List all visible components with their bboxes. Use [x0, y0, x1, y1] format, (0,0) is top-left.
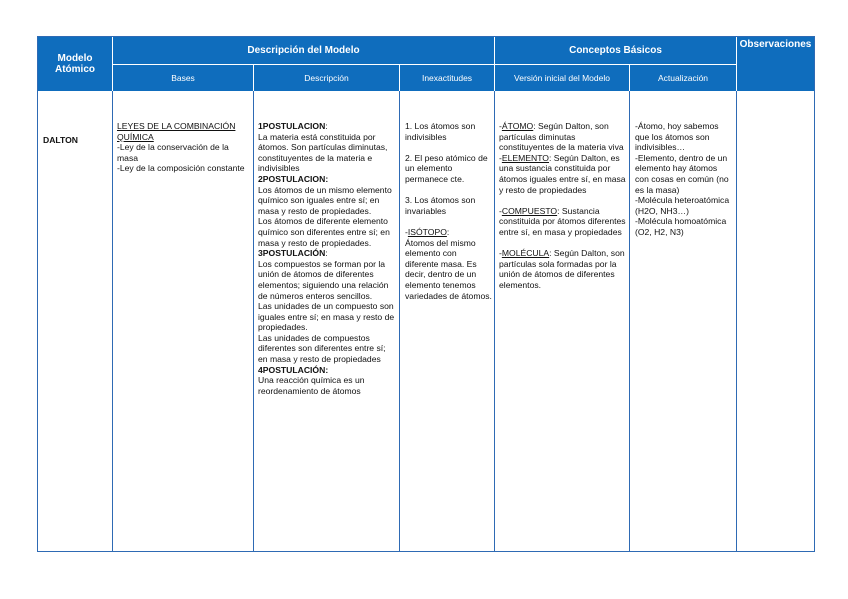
- postulate-2-title: 2POSTULACION:: [258, 173, 329, 184]
- isotopo-colon: :: [446, 226, 450, 237]
- actualizacion-item: -Elemento, dentro de un elemento hay átomos con cosas en común (no es la masa): [635, 152, 729, 195]
- postulate-3-title: 3POSTULACIÓN: [258, 248, 326, 259]
- header-concepts-group-label: Conceptos Básicos: [569, 45, 662, 56]
- isotopo-title: ISÓTOPO: [407, 226, 447, 237]
- concept-dash: -: [499, 248, 502, 259]
- header-description-group: [113, 37, 494, 64]
- postulate-1-title: 1POSTULACION: [258, 121, 326, 131]
- header-observations: [737, 37, 814, 91]
- postulate-4-text: Una reacción química es un reordenamiento de átomos: [258, 375, 365, 396]
- header-observations-label: Observaciones: [739, 39, 812, 50]
- concept-molecula-text: : Según Dalton, son partículas sola formadas por la unión de átomos de diferentes elementos.: [499, 248, 625, 290]
- postulate-3-text: Los compuestos se forman por la unión de átomos de diferentes elementos; siguiendo una relación de números enteros sencillos.: [258, 258, 389, 301]
- concept-dash: -: [499, 152, 502, 163]
- actualizacion-item: -Molécula heteroatómica (H2O, NH3…): [635, 195, 730, 216]
- concept-elemento-title: ELEMENTO: [501, 152, 549, 163]
- actualizacion-item: -Molécula homoatómica (O2, H2, N3): [635, 216, 727, 237]
- cell-version-inicial: [499, 121, 627, 291]
- header-version-inicial: [495, 65, 629, 91]
- postulate-1-text: La materia está constituida por átomos. Son partículas diminutas, constituyentes de la materia e indivisibles: [258, 131, 388, 174]
- header-actualizacion-label: Actualización: [657, 73, 709, 83]
- cell-bases: [117, 121, 251, 174]
- header-bases-label: Bases: [171, 73, 195, 83]
- header-actualizacion: [630, 65, 736, 91]
- cell-inexactitudes: [405, 121, 492, 301]
- concept-dash: -: [499, 205, 502, 216]
- header-inexactitudes-label: Inexactitudes: [421, 73, 473, 83]
- col-divider: [629, 91, 630, 551]
- concept-dash: -: [499, 121, 502, 131]
- col-divider: [112, 91, 113, 551]
- inexactitud-item: 2. El peso atómico de un elemento permanece cte.: [405, 152, 488, 184]
- table-page: [37, 36, 815, 552]
- bases-title: LEYES DE LA COMBINACIÓN QUÍMICA: [117, 121, 236, 142]
- header-inexactitudes: [400, 65, 494, 91]
- concept-compuesto-title: COMPUESTO: [501, 205, 558, 216]
- col-divider: [399, 91, 400, 551]
- header-bases: [113, 65, 253, 91]
- cell-descripcion: [258, 121, 396, 396]
- postulate-2-text: Los átomos de diferente elemento químico son diferentes entre sí; en masa y resto de propiedades.: [258, 216, 390, 248]
- isotopo-dash: -: [405, 226, 408, 237]
- col-divider: [494, 91, 495, 551]
- concept-molecula-title: MOLÉCULA: [501, 248, 550, 259]
- model-name: DALTON: [43, 135, 79, 145]
- header-version-inicial-label: Versión inicial del Modelo: [514, 73, 610, 83]
- isotopo-text: Átomos del mismo elemento con diferente masa. Es decir, dentro de un elemento tenemos variedades de átomos.: [405, 237, 492, 301]
- col-divider: [736, 91, 737, 551]
- header-model: [38, 37, 112, 91]
- concept-elemento-text: : Según Dalton, es una sustancia constituida por átomos iguales entre sí, en masa y resto de propiedades: [499, 152, 626, 195]
- col-divider: [253, 91, 254, 551]
- concept-atomo-text: : Según Dalton, son partículas diminutas constituyentes de la materia viva: [499, 121, 624, 153]
- postulate-2-text: Los átomos de un mismo elemento químico son iguales entre sí; en masa y resto de propiedades.: [258, 184, 392, 216]
- postulate-3-text: Las unidades de compuestos diferentes son diferentes entre sí; en masa y resto de propiedades: [258, 332, 386, 365]
- header-descripcion: [254, 65, 399, 91]
- postulate-3-colon: :: [325, 248, 328, 259]
- postulate-4-title: 4POSTULACIÓN:: [258, 364, 329, 375]
- cell-actualizacion: [635, 121, 733, 238]
- header-descripcion-label: Descripción: [304, 73, 349, 83]
- concept-compuesto-text: : Sustancia constituida por átomos diferentes entre sí, en masa y propiedades: [499, 205, 626, 237]
- bases-item: -Ley de la conservación de la masa: [117, 142, 229, 163]
- header-description-group-label: Descripción del Modelo: [247, 45, 360, 56]
- header-concepts-group: [495, 37, 736, 64]
- postulate-3-text: Las unidades de un compuesto son iguales entre sí; en masa y resto de propiedades.: [258, 301, 395, 333]
- inexactitud-item: 1. Los átomos son indivisibles: [405, 121, 476, 142]
- postulate-1-colon: :: [325, 121, 328, 131]
- bases-item: -Ley de la composición constante: [117, 163, 245, 174]
- concept-atomo-title: ÁTOMO: [501, 121, 534, 131]
- header-model-label: Modelo Atómico: [55, 53, 95, 75]
- actualizacion-item: -Átomo, hoy sabemos que los átomos son indivisibles…: [635, 121, 719, 153]
- inexactitud-item: 3. Los átomos son invariables: [405, 195, 476, 216]
